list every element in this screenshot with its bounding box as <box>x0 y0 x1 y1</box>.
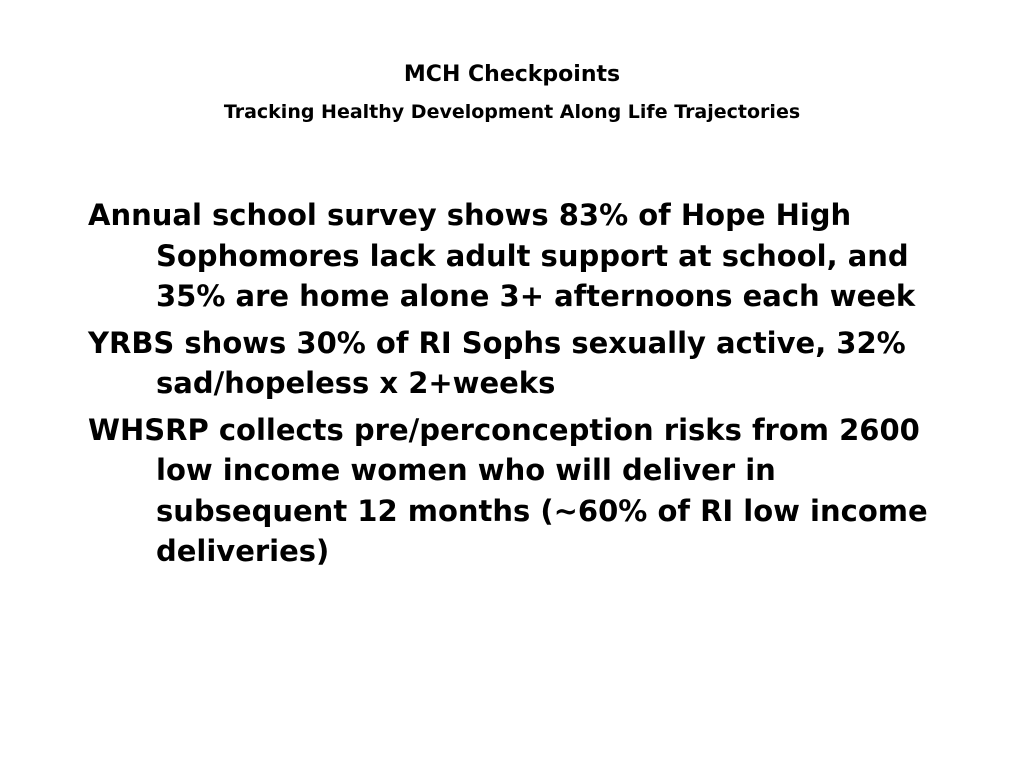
slide-title: MCH Checkpoints <box>403 62 621 87</box>
slide-subtitle: Tracking Healthy Development Along Life Trajectories <box>223 101 801 123</box>
bullet-list <box>88 195 938 578</box>
bullet-item: YRBS shows 30% of RI Sophs sexually active, 32% sad/hopeless x 2+weeks <box>88 325 906 400</box>
bullet-item: Annual school survey shows 83% of Hope High Sophomores lack adult support at school, and 35% are home alone 3+ afternoons each week <box>88 198 916 313</box>
bullet-item: WHSRP collects pre/perconception risks from 2600 low income women who will deliver in subsequent 12 months (~60% of RI low income deliveries) <box>88 412 928 568</box>
